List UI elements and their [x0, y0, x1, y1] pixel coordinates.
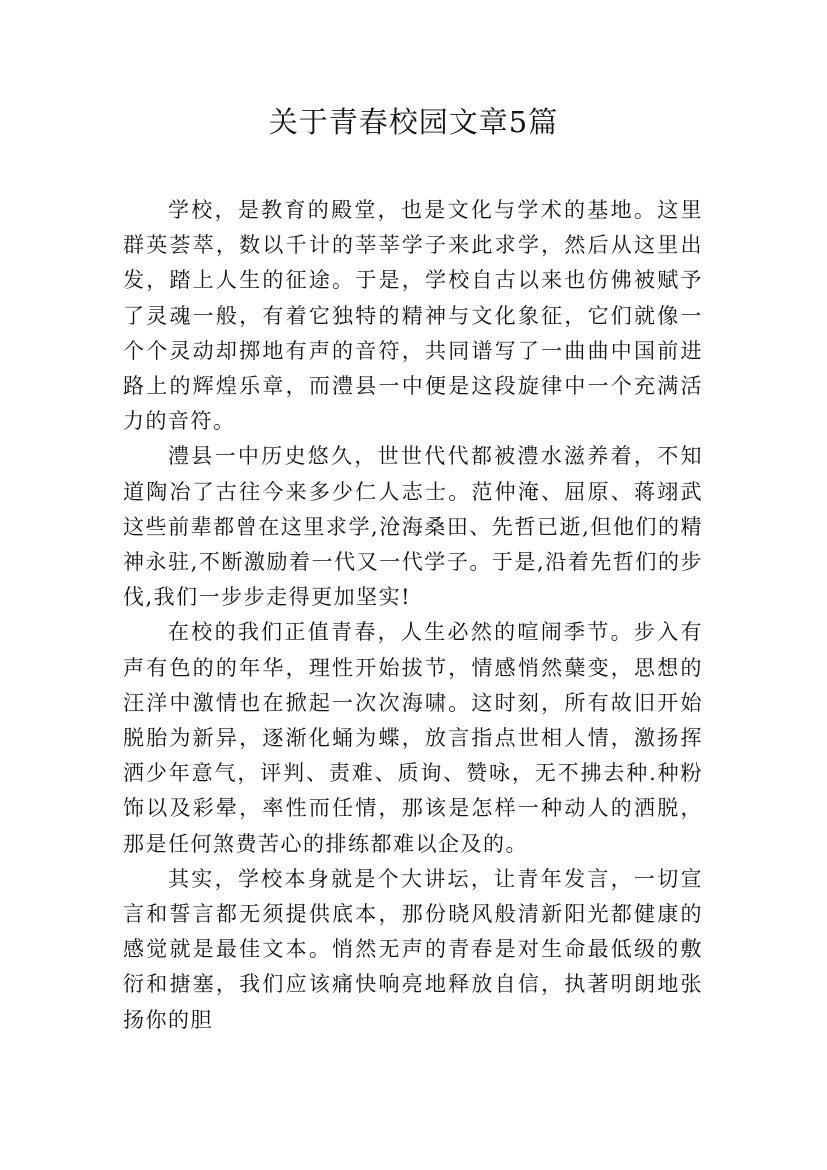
paragraph-4: 其实，学校本身就是个大讲坛，让青年发言，一切宣言和誓言都无须提供底本，那份晓风般清新阳光都健康的感觉就是最佳文本。悄然无声的青春是对生命最低级的敷衍和搪塞，我们应该痛快响亮地释放自信，执著明朗地张扬你的胆 [123, 866, 703, 1032]
document-title: 关于青春校园文章5篇 [268, 105, 559, 139]
paragraph-1: 学校，是教育的殿堂，也是文化与学术的基地。这里群英荟萃，数以千计的莘莘学子来此求学，然后从这里出发，踏上人生的征途。于是，学校自古以来也仿佛被赋予了灵魂一般，有着它独特的精神与文化象征，它们就像一个个灵动却掷地有声的音符，共同谱写了一曲曲中国前进路上的辉煌乐章，而澧县一中便是这段旋律中一个充满活力的音符。 [123, 198, 703, 434]
paragraph-2: 澧县一中历史悠久，世世代代都被澧水滋养着，不知道陶冶了古往今来多少仁人志士。范仲淹、屈原、蒋翊武这些前辈都曾在这里求学,沧海桑田、先哲已逝,但他们的精神永驻,不断激励着一代又一代学子。于是,沿着先哲们的步伐,我们一步步走得更加坚实! [123, 444, 703, 610]
document-body [123, 193, 703, 1038]
paragraph-3: 在校的我们正值青春，人生必然的喧闹季节。步入有声有色的的年华，理性开始拔节，情感悄然蘖变，思想的汪洋中激情也在掀起一次次海啸。这时刻，所有故旧开始脱胎为新异，逐渐化蛹为蝶，放言指点世相人情，激扬挥洒少年意气，评判、责难、质询、赞咏，无不拂去种.种粉饰以及彩晕，率性而任情，那该是怎样一种动人的洒脱，那是任何煞费苦心的排练都难以企及的。 [123, 620, 703, 856]
